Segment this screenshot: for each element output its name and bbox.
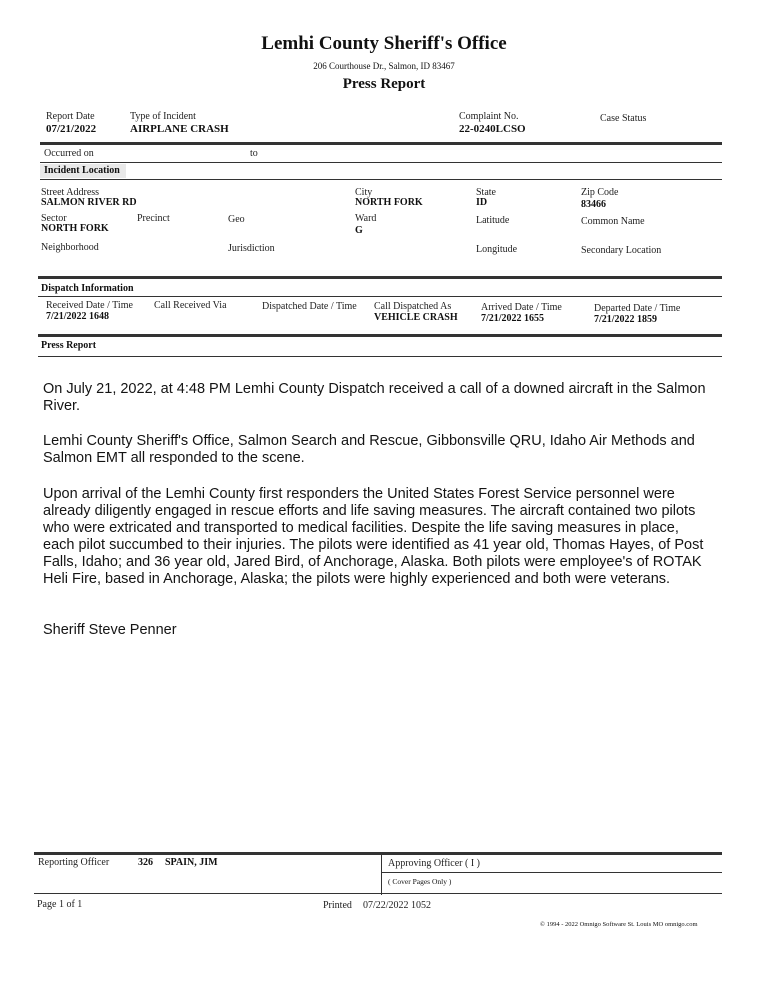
received-datetime-value: 7/21/2022 1648 (46, 311, 110, 322)
report-date-value: 07/21/2022 (46, 123, 97, 135)
reporting-officer-label: Reporting Officer (38, 857, 110, 868)
press-report-heading: Press Report (41, 340, 97, 351)
departed-datetime-label: Departed Date / Time (594, 303, 681, 314)
latitude-label: Latitude (476, 215, 510, 226)
geo-label: Geo (228, 214, 245, 225)
incident-type-label: Type of Incident (130, 111, 196, 122)
street-address-label: Street Address (41, 187, 100, 198)
received-datetime-label: Received Date / Time (46, 300, 133, 311)
copyright-notice: © 1994 - 2022 Omnigo Software St. Louis MO omnigo.com (540, 921, 698, 928)
reporting-officer-number: 326 (138, 857, 153, 868)
divider (40, 142, 722, 145)
incident-location-heading: Incident Location (44, 165, 120, 176)
divider (38, 296, 722, 297)
call-dispatched-as-label: Call Dispatched As (374, 301, 452, 312)
state-value: ID (476, 197, 488, 208)
call-received-via-label: Call Received Via (154, 300, 227, 311)
precinct-label: Precinct (137, 213, 170, 224)
complaint-number-label: Complaint No. (459, 111, 519, 122)
longitude-label: Longitude (476, 244, 518, 255)
arrived-datetime-label: Arrived Date / Time (481, 302, 562, 313)
divider (381, 872, 722, 873)
cover-pages-label: ( Cover Pages Only ) (388, 877, 452, 886)
approving-officer-label: Approving Officer ( I ) (388, 858, 481, 869)
neighborhood-label: Neighborhood (41, 242, 99, 253)
report-title: Press Report (342, 76, 426, 92)
reporting-officer-name: SPAIN, JIM (165, 857, 218, 868)
agency-address: 206 Courthouse Dr., Salmon, ID 83467 (313, 61, 455, 71)
dispatch-information-heading: Dispatch Information (41, 283, 134, 294)
divider (40, 162, 722, 163)
printed-label: Printed (323, 900, 352, 911)
sector-value: NORTH FORK (41, 223, 109, 234)
arrived-datetime-value: 7/21/2022 1655 (481, 313, 545, 324)
city-label: City (355, 187, 373, 198)
divider (38, 276, 722, 279)
press-paragraph-1: On July 21, 2022, at 4:48 PM Lemhi County Dispatch received a call of a downed aircraft in the Salmon River. (43, 381, 706, 414)
report-date-label: Report Date (46, 111, 95, 122)
dispatched-datetime-label: Dispatched Date / Time (262, 301, 357, 312)
occurred-on-label: Occurred on (44, 148, 94, 159)
agency-title: Lemhi County Sheriff's Office (261, 33, 507, 54)
occurred-to-label: to (250, 148, 258, 159)
case-status-label: Case Status (600, 113, 647, 124)
divider (38, 334, 722, 337)
jurisdiction-label: Jurisdiction (228, 243, 275, 254)
street-address-value: SALMON RIVER RD (41, 197, 137, 208)
common-name-label: Common Name (581, 216, 645, 227)
ward-value: G (355, 225, 363, 236)
divider (34, 852, 722, 855)
zip-code-value: 83466 (581, 199, 606, 210)
press-paragraph-3: Upon arrival of the Lemhi County first responders the United States Forest Service personnel were already diligently engaged in rescue efforts and life saving measures. The aircraft contained two pilots who were extricated and transported to medical facilities. Despite the life saving measures in place, each pilot succumbed to their injuries. The pilots were identified as 41 year old, Thomas Hayes, of Post Falls, Idaho; and 36 year old, Jared Bird, of Anchorage, Alaska. Both pilots were employee's of ROTAK Heli Fire, based in Anchorage, Alaska; the pilots were highly experienced and both were veterans. (43, 486, 704, 587)
page-number: Page 1 of 1 (37, 899, 83, 910)
divider (40, 179, 722, 180)
zip-code-label: Zip Code (581, 187, 619, 198)
ward-label: Ward (355, 213, 377, 224)
city-value: NORTH FORK (355, 197, 423, 208)
press-paragraph-2: Lemhi County Sheriff's Office, Salmon Search and Rescue, Gibbonsville QRU, Idaho Air Methods and Salmon EMT all responded to the scene. (43, 433, 695, 466)
sector-label: Sector (41, 213, 67, 224)
printed-datetime: 07/22/2022 1052 (363, 900, 432, 911)
state-label: State (476, 187, 496, 198)
incident-type-value: AIRPLANE CRASH (130, 123, 229, 135)
sheriff-signature: Sheriff Steve Penner (43, 622, 177, 638)
divider (38, 356, 722, 357)
complaint-number-value: 22-0240LCSO (459, 123, 526, 135)
call-dispatched-as-value: VEHICLE CRASH (374, 312, 458, 323)
departed-datetime-value: 7/21/2022 1859 (594, 314, 658, 325)
secondary-location-label: Secondary Location (581, 245, 662, 256)
divider (381, 855, 382, 895)
divider (34, 893, 722, 894)
